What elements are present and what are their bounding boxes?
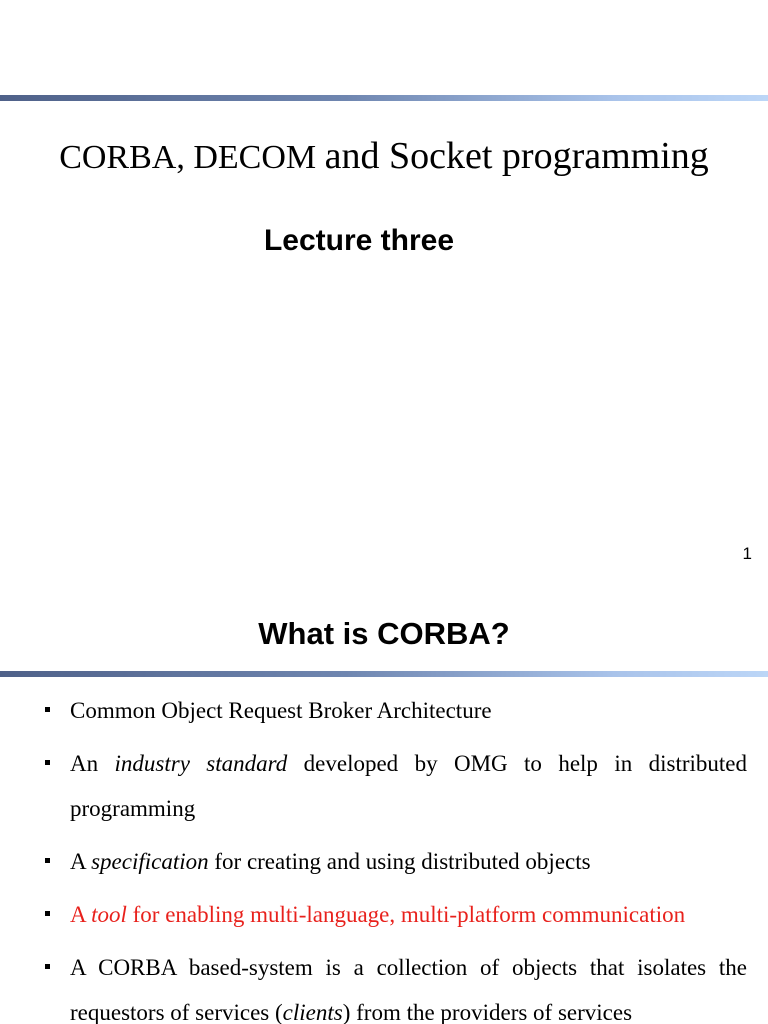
- bullet-square-icon: [45, 911, 50, 916]
- bullet-square-icon: [45, 760, 50, 765]
- bullet-text-emphasis: tool: [91, 902, 127, 927]
- bullet-text-post: developed by OMG to help in distributed programming: [70, 751, 747, 821]
- bullet-square-icon: [45, 707, 50, 712]
- bullet-text-emphasis: clients: [282, 1000, 343, 1024]
- page-number: 1: [742, 544, 752, 563]
- slide-2: [0, 582, 768, 1024]
- bullet-square-icon: [45, 858, 50, 863]
- slide-title: [0, 136, 768, 178]
- slide-title-part1: CORBA, DECOM: [59, 139, 325, 176]
- bullet-text-post: for enabling multi-language, multi-platform communication: [126, 902, 686, 927]
- bullet-text-emphasis: industry standard: [114, 751, 288, 776]
- bullet-text-emphasis: specification: [91, 849, 209, 874]
- bullet-square-icon: [45, 964, 50, 969]
- bullet-text: Common Object Request Broker Architecture: [70, 698, 492, 723]
- bullet-text-pre: A: [70, 849, 92, 874]
- bullet-text-post: for creating and using distributed objects: [208, 849, 591, 874]
- bullet-item: [0, 688, 768, 733]
- bullet-list: [0, 688, 768, 1024]
- header-rule: [0, 671, 768, 677]
- bullet-text-pre: A: [70, 902, 92, 927]
- slide-title: What is CORBA?: [258, 616, 510, 651]
- bullet-text-post: ) from the providers of services: [342, 1000, 633, 1024]
- bullet-item: [0, 945, 768, 1024]
- bullet-text-pre: A CORBA based-system is a collection of objects that isolates the requestors of services (: [70, 955, 747, 1024]
- bullet-item: [0, 741, 768, 831]
- slide-title-part2: and Socket programming: [324, 135, 709, 177]
- bullet-text-pre: An: [70, 751, 115, 776]
- bullet-item-highlighted: [0, 892, 768, 937]
- header-rule: [0, 95, 768, 101]
- slide-subtitle: Lecture three: [263, 224, 455, 257]
- bullet-item: [0, 839, 768, 884]
